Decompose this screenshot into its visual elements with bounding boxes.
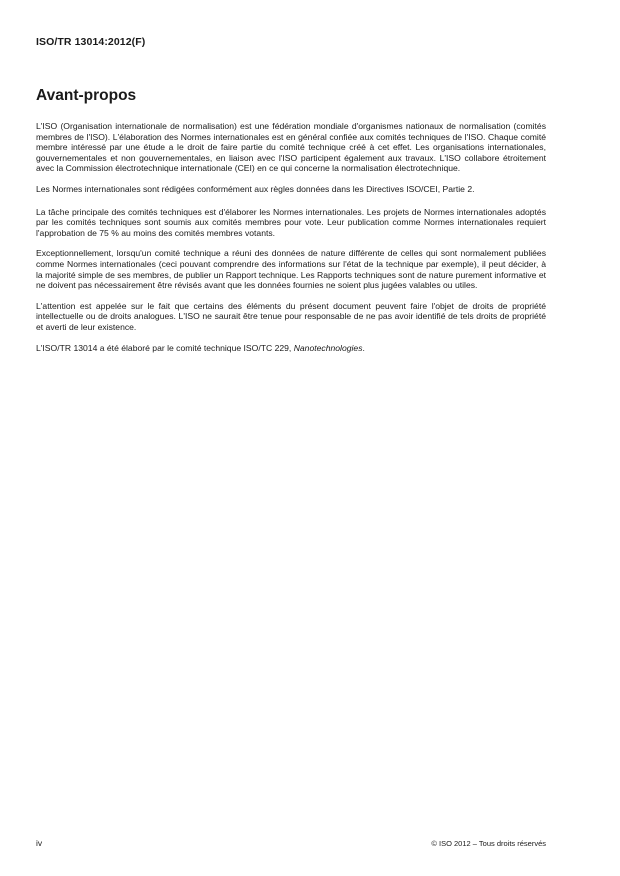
page-title: Avant-propos bbox=[36, 87, 137, 104]
paragraph-technical-committees: La tâche principale des comités techniques est d'élaborer les Normes internationales. Les projets de Normes internationales adoptés par les comités techniques sont soumis aux comités membres pour vote. Leur publication comme Normes internationales requiert l'approbation de 75 % au moins des comités membres votants. bbox=[36, 206, 546, 238]
page-number: iv bbox=[36, 838, 43, 848]
prepared-by-prefix: L'ISO/TR 13014 a été élaboré par le comité technique ISO/TC 229, bbox=[36, 342, 294, 353]
copyright-notice: © ISO 2012 – Tous droits réservés bbox=[431, 839, 546, 848]
prepared-by-suffix: . bbox=[362, 342, 365, 353]
committee-title: Nanotechnologies bbox=[293, 342, 363, 353]
document-id: ISO/TR 13014:2012(F) bbox=[36, 36, 146, 48]
paragraph-directives: Les Normes internationales sont rédigées conformément aux règles données dans les Directives ISO/CEI, Partie 2. bbox=[36, 183, 475, 194]
document-body bbox=[36, 121, 546, 363]
paragraph-technical-report: Exceptionnellement, lorsqu'un comité technique a réuni des données de nature différente de celles qui sont normalement publiées comme Normes internationales (ceci pouvant comprendre des informations sur l'état de la technique par exemple), il peut décider, à la majorité simple de ses membres, de publier un Rapport technique. Les Rapports techniques sont de nature purement informative et ne doivent pas nécessairement être révisés avant que les données fournies ne soient plus jugées valables ou utiles. bbox=[36, 248, 546, 291]
paragraph-prepared-by bbox=[36, 343, 546, 354]
paragraph-patent-rights: L'attention est appelée sur le fait que certains des éléments du présent document peuvent faire l'objet de droits de propriété intellectuelle ou de droits analogues. L'ISO ne saurait être tenue pour responsable de ne pas avoir identifié de tels droits de propriété et averti de leur existence. bbox=[36, 300, 546, 332]
paragraph-iso-intro: L'ISO (Organisation internationale de normalisation) est une fédération mondiale d'organismes nationaux de normalisation (comités membres de l'ISO). L'élaboration des Normes internationales est en général confiée aux comités techniques de l'ISO. Chaque comité membre intéressé par une étude a le droit de faire partie du comité technique créé à cet effet. Les organisations internationales, gouvernementales et non gouvernementales, en liaison avec l'ISO participent également aux travaux. L'ISO collabore étroitement avec la Commission électrotechnique internationale (CEI) en ce qui concerne la normalisation électrotechnique. bbox=[36, 121, 546, 174]
